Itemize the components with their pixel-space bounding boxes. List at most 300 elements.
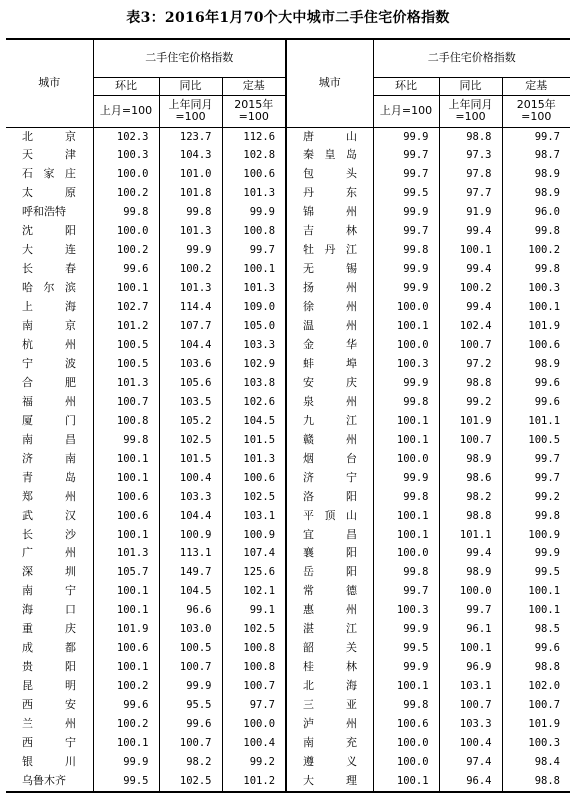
yoy-value: 99.4 <box>439 298 502 317</box>
fixed-value: 100.9 <box>502 526 570 545</box>
mom-value: 100.1 <box>373 507 439 526</box>
table-row <box>6 488 570 507</box>
yoy-value: 104.3 <box>159 146 222 165</box>
fixed-value: 98.9 <box>502 184 570 203</box>
yoy-value: 100.0 <box>439 582 502 601</box>
mom-value: 100.1 <box>93 601 159 620</box>
city-cell <box>6 412 93 431</box>
city-cell <box>286 658 373 677</box>
city-cell <box>6 772 93 792</box>
mom-value: 100.6 <box>373 715 439 734</box>
yoy-value: 98.8 <box>439 507 502 526</box>
city-cell <box>6 374 93 393</box>
fixed-value: 99.8 <box>502 507 570 526</box>
city-name: 青岛 <box>22 470 76 484</box>
city-name: 呼和浩特 <box>22 205 66 219</box>
city-cell <box>286 544 373 563</box>
city-name: 烟台 <box>303 451 358 465</box>
yoy-value: 102.4 <box>439 317 502 336</box>
city-name: 昆明 <box>22 679 76 693</box>
fixed-value: 99.2 <box>502 488 570 507</box>
yoy-value: 100.4 <box>159 469 222 488</box>
fixed-value: 99.7 <box>222 241 286 260</box>
table-row <box>6 734 570 753</box>
fixed-value: 100.4 <box>222 734 286 753</box>
yoy-value: 103.5 <box>159 393 222 412</box>
yoy-value: 99.4 <box>439 260 502 279</box>
city-cell <box>286 298 373 317</box>
city-cell <box>6 544 93 563</box>
table-row <box>6 677 570 696</box>
fixed-value: 100.6 <box>502 336 570 355</box>
city-header-left: 城市 <box>6 39 93 127</box>
fixed-value: 102.8 <box>222 146 286 165</box>
fixed-value: 102.6 <box>222 393 286 412</box>
yoy-value: 98.9 <box>439 563 502 582</box>
fixed-value: 101.9 <box>502 715 570 734</box>
city-cell <box>6 127 93 146</box>
city-cell <box>286 488 373 507</box>
yoy-value: 113.1 <box>159 544 222 563</box>
mom-value: 100.3 <box>373 601 439 620</box>
table-row <box>6 260 570 279</box>
city-name: 沈阳 <box>22 224 76 238</box>
city-name: 太原 <box>22 186 76 200</box>
city-name: 吉林 <box>303 224 358 238</box>
yoy-value: 102.5 <box>159 772 222 792</box>
fixed-value: 97.7 <box>222 696 286 715</box>
city-cell <box>286 469 373 488</box>
fixed-value: 103.8 <box>222 374 286 393</box>
yoy-value: 114.4 <box>159 298 222 317</box>
city-name: 湛江 <box>303 622 358 636</box>
yoy-value: 101.9 <box>439 412 502 431</box>
city-name: 合肥 <box>22 375 76 389</box>
city-name: 海口 <box>22 603 76 617</box>
city-name: 九江 <box>303 413 358 427</box>
fixed-value: 102.5 <box>222 488 286 507</box>
fixed-value: 99.7 <box>502 450 570 469</box>
fixed-value: 98.7 <box>502 146 570 165</box>
table-row <box>6 165 570 184</box>
city-name: 银川 <box>22 754 76 768</box>
city-cell <box>6 488 93 507</box>
yoy-value: 100.2 <box>159 260 222 279</box>
city-name: 秦皇岛 <box>303 148 358 162</box>
city-cell <box>6 279 93 298</box>
fixed-value: 98.8 <box>502 772 570 792</box>
fixed-value: 100.0 <box>222 715 286 734</box>
fixed-value: 98.9 <box>502 355 570 374</box>
city-name: 无锡 <box>303 262 358 276</box>
yoy-value: 99.4 <box>439 222 502 241</box>
mom-value: 105.7 <box>93 563 159 582</box>
city-cell <box>6 450 93 469</box>
city-cell <box>6 260 93 279</box>
city-name: 扬州 <box>303 281 358 295</box>
city-cell <box>286 279 373 298</box>
table-row <box>6 696 570 715</box>
city-cell <box>286 507 373 526</box>
fixed-value: 101.2 <box>222 772 286 792</box>
mom-value: 100.0 <box>373 544 439 563</box>
yoy-value: 100.7 <box>159 658 222 677</box>
mom-value: 100.1 <box>93 279 159 298</box>
mom-value: 99.9 <box>373 658 439 677</box>
city-name: 厦门 <box>22 413 76 427</box>
table-row <box>6 298 570 317</box>
table-row <box>6 563 570 582</box>
yoy-value: 97.3 <box>439 146 502 165</box>
mom-value: 100.1 <box>93 734 159 753</box>
mom-value: 99.8 <box>373 241 439 260</box>
city-cell <box>6 734 93 753</box>
city-name: 襄阳 <box>303 546 358 560</box>
table-row <box>6 412 570 431</box>
city-cell <box>286 526 373 545</box>
mom-value: 100.1 <box>93 658 159 677</box>
fixed-value: 101.5 <box>222 431 286 450</box>
mom-value: 100.3 <box>93 146 159 165</box>
city-cell <box>6 658 93 677</box>
city-name: 惠州 <box>303 603 358 617</box>
table-row <box>6 336 570 355</box>
city-name: 南京 <box>22 319 76 333</box>
table-row <box>6 469 570 488</box>
city-name: 济南 <box>22 451 76 465</box>
fixed-base-left: 2015年=100 <box>222 95 286 127</box>
mom-value: 99.7 <box>373 165 439 184</box>
city-name: 石家庄 <box>22 167 76 181</box>
yoy-value: 99.9 <box>159 241 222 260</box>
fixed-value: 102.0 <box>502 677 570 696</box>
yoy-value: 99.2 <box>439 393 502 412</box>
mom-value: 99.8 <box>373 563 439 582</box>
yoy-value: 101.1 <box>439 526 502 545</box>
city-cell <box>286 696 373 715</box>
fixed-value: 104.5 <box>222 412 286 431</box>
city-cell <box>286 222 373 241</box>
mom-value: 100.3 <box>373 355 439 374</box>
fixed-value: 99.1 <box>222 601 286 620</box>
mom-value: 99.8 <box>373 696 439 715</box>
city-name: 徐州 <box>303 300 358 314</box>
city-cell <box>6 317 93 336</box>
yoy-value: 105.2 <box>159 412 222 431</box>
yoy-value: 100.7 <box>439 336 502 355</box>
table-row <box>6 507 570 526</box>
fixed-value: 100.8 <box>222 639 286 658</box>
mom-value: 99.9 <box>373 260 439 279</box>
city-cell <box>286 146 373 165</box>
mom-value: 100.5 <box>93 336 159 355</box>
city-name: 三亚 <box>303 698 358 712</box>
yoy-value: 100.7 <box>159 734 222 753</box>
yoy-value: 103.6 <box>159 355 222 374</box>
fixed-value: 100.6 <box>222 469 286 488</box>
mom-value: 99.6 <box>93 260 159 279</box>
table-row <box>6 241 570 260</box>
city-cell <box>286 715 373 734</box>
mom-value: 99.6 <box>93 696 159 715</box>
city-cell <box>286 734 373 753</box>
fixed-value: 99.6 <box>502 374 570 393</box>
city-cell <box>286 260 373 279</box>
yoy-value: 103.0 <box>159 620 222 639</box>
yoy-value: 98.2 <box>439 488 502 507</box>
city-cell <box>6 507 93 526</box>
yoy-value: 102.5 <box>159 431 222 450</box>
yoy-value: 96.9 <box>439 658 502 677</box>
fixed-value: 102.1 <box>222 582 286 601</box>
city-cell <box>6 696 93 715</box>
fixed-value: 96.0 <box>502 203 570 222</box>
yoy-value: 100.1 <box>439 241 502 260</box>
table-row <box>6 715 570 734</box>
yoy-value: 103.3 <box>439 715 502 734</box>
city-cell <box>286 412 373 431</box>
fixed-value: 100.1 <box>222 260 286 279</box>
city-cell <box>6 526 93 545</box>
city-cell <box>6 222 93 241</box>
yoy-value: 101.0 <box>159 165 222 184</box>
city-name: 唐山 <box>303 129 358 143</box>
yoy-value: 100.7 <box>439 431 502 450</box>
fixed-value: 98.8 <box>502 658 570 677</box>
city-cell <box>286 582 373 601</box>
yoy-value: 107.7 <box>159 317 222 336</box>
city-cell <box>6 336 93 355</box>
table-row <box>6 393 570 412</box>
city-cell <box>286 601 373 620</box>
city-cell <box>286 563 373 582</box>
table-row <box>6 544 570 563</box>
yoy-value: 100.1 <box>439 639 502 658</box>
city-name: 乌鲁木齐 <box>22 773 66 787</box>
table-row <box>6 374 570 393</box>
city-name: 杭州 <box>22 337 76 351</box>
city-name: 北京 <box>22 129 76 143</box>
city-name: 大连 <box>22 243 76 257</box>
city-name: 济宁 <box>303 470 358 484</box>
city-name: 长沙 <box>22 527 76 541</box>
city-name: 南充 <box>303 736 358 749</box>
mom-base-right: 上月=100 <box>373 95 439 127</box>
city-name: 桂林 <box>303 660 358 674</box>
yoy-value: 96.6 <box>159 601 222 620</box>
mom-value: 100.1 <box>93 526 159 545</box>
city-cell <box>6 639 93 658</box>
fixed-value: 99.8 <box>502 260 570 279</box>
fixed-value: 99.2 <box>222 753 286 772</box>
city-cell <box>286 336 373 355</box>
mom-value: 100.7 <box>93 393 159 412</box>
mom-value: 100.1 <box>373 526 439 545</box>
fixed-value: 99.7 <box>502 127 570 146</box>
table-header <box>6 39 570 127</box>
city-cell <box>6 241 93 260</box>
city-name: 洛阳 <box>303 489 358 503</box>
fixed-value: 99.7 <box>502 469 570 488</box>
yoy-value: 101.5 <box>159 450 222 469</box>
fixed-value: 100.3 <box>502 279 570 298</box>
mom-value: 100.2 <box>93 715 159 734</box>
table-row <box>6 658 570 677</box>
table-row <box>6 431 570 450</box>
city-name: 宜昌 <box>303 527 358 541</box>
city-cell <box>286 753 373 772</box>
table-row <box>6 601 570 620</box>
mom-value: 102.3 <box>93 127 159 146</box>
mom-value: 100.6 <box>93 639 159 658</box>
city-cell <box>286 127 373 146</box>
city-cell <box>286 450 373 469</box>
city-name: 温州 <box>303 319 358 333</box>
city-name: 遵义 <box>303 754 358 768</box>
table-row <box>6 127 570 146</box>
city-name: 大理 <box>303 773 358 787</box>
mom-base-left: 上月=100 <box>93 95 159 127</box>
city-cell <box>286 184 373 203</box>
yoy-value: 104.4 <box>159 507 222 526</box>
city-cell <box>286 620 373 639</box>
mom-value: 100.1 <box>93 582 159 601</box>
fixed-value: 100.7 <box>502 696 570 715</box>
fixed-value: 100.8 <box>222 222 286 241</box>
city-cell <box>6 355 93 374</box>
table-row <box>6 184 570 203</box>
yoy-value: 104.4 <box>159 336 222 355</box>
city-cell <box>286 203 373 222</box>
yoy-value: 104.5 <box>159 582 222 601</box>
city-name: 西安 <box>22 698 76 712</box>
mom-value: 100.1 <box>373 772 439 792</box>
fixed-value: 100.5 <box>502 431 570 450</box>
mom-value: 99.9 <box>373 203 439 222</box>
mom-value: 100.0 <box>373 298 439 317</box>
fixed-value: 101.3 <box>222 450 286 469</box>
yoy-value: 97.8 <box>439 165 502 184</box>
fixed-base-right: 2015年=100 <box>502 95 570 127</box>
mom-value: 100.2 <box>93 184 159 203</box>
fixed-value: 100.1 <box>502 601 570 620</box>
yoy-value: 99.8 <box>159 203 222 222</box>
city-name: 长春 <box>22 262 76 276</box>
city-name: 天津 <box>22 148 76 162</box>
city-name: 赣州 <box>303 432 358 446</box>
yoy-value: 101.8 <box>159 184 222 203</box>
mom-value: 100.2 <box>93 677 159 696</box>
fixed-value: 100.9 <box>222 526 286 545</box>
city-cell <box>6 184 93 203</box>
fixed-value: 112.6 <box>222 127 286 146</box>
fixed-value: 100.1 <box>502 298 570 317</box>
mom-value: 100.0 <box>93 222 159 241</box>
table-row <box>6 450 570 469</box>
city-cell <box>6 298 93 317</box>
mom-value: 100.6 <box>93 507 159 526</box>
mom-value: 99.9 <box>373 127 439 146</box>
fixed-value: 101.3 <box>222 279 286 298</box>
city-cell <box>6 601 93 620</box>
mom-value: 100.0 <box>373 450 439 469</box>
mom-value: 101.9 <box>93 620 159 639</box>
fixed-value: 101.9 <box>502 317 570 336</box>
mom-value: 99.7 <box>373 222 439 241</box>
fixed-value: 102.9 <box>222 355 286 374</box>
mom-header-right: 环比 <box>373 77 439 95</box>
mom-value: 100.0 <box>373 336 439 355</box>
city-cell <box>286 772 373 792</box>
group-header-right: 二手住宅价格指数 <box>373 39 570 77</box>
table-row <box>6 639 570 658</box>
yoy-value: 100.7 <box>439 696 502 715</box>
fixed-value: 98.4 <box>502 753 570 772</box>
page-title: 表3：2016年1月70个大中城市二手住宅价格指数 <box>126 10 450 26</box>
table-row <box>6 146 570 165</box>
city-name: 哈尔滨 <box>22 281 76 295</box>
table-row <box>6 355 570 374</box>
city-name: 武汉 <box>22 508 76 522</box>
city-name: 成都 <box>22 641 76 655</box>
city-cell <box>286 165 373 184</box>
city-name: 牡丹江 <box>303 243 358 257</box>
mom-value: 100.1 <box>93 469 159 488</box>
city-cell <box>286 639 373 658</box>
city-cell <box>6 582 93 601</box>
table-row <box>6 582 570 601</box>
mom-value: 99.7 <box>373 146 439 165</box>
yoy-value: 99.9 <box>159 677 222 696</box>
city-name: 平顶山 <box>303 508 358 522</box>
fixed-value: 105.0 <box>222 317 286 336</box>
city-name: 泉州 <box>303 394 358 408</box>
yoy-base-left: 上年同月=100 <box>159 95 222 127</box>
fixed-value: 99.5 <box>502 563 570 582</box>
mom-value: 100.0 <box>93 165 159 184</box>
group-header-left: 二手住宅价格指数 <box>93 39 286 77</box>
table-row <box>6 203 570 222</box>
yoy-value: 99.7 <box>439 601 502 620</box>
yoy-header-right: 同比 <box>439 77 502 95</box>
mom-value: 99.8 <box>93 203 159 222</box>
table-row <box>6 279 570 298</box>
city-name: 贵阳 <box>22 660 76 674</box>
fixed-value: 99.6 <box>502 639 570 658</box>
city-cell <box>6 677 93 696</box>
mom-value: 100.2 <box>93 241 159 260</box>
city-cell <box>286 431 373 450</box>
mom-value: 99.5 <box>93 772 159 792</box>
mom-value: 100.0 <box>373 734 439 753</box>
mom-value: 99.9 <box>373 279 439 298</box>
city-name: 北海 <box>303 679 358 693</box>
city-cell <box>6 620 93 639</box>
mom-value: 100.0 <box>373 753 439 772</box>
yoy-value: 100.4 <box>439 734 502 753</box>
mom-value: 99.9 <box>373 620 439 639</box>
yoy-value: 95.5 <box>159 696 222 715</box>
mom-value: 100.8 <box>93 412 159 431</box>
city-name: 宁波 <box>22 356 76 370</box>
city-name: 深圳 <box>22 565 76 579</box>
city-name: 西宁 <box>22 736 76 749</box>
table-row <box>6 620 570 639</box>
yoy-value: 100.5 <box>159 639 222 658</box>
fixed-value: 99.9 <box>502 544 570 563</box>
city-cell <box>6 165 93 184</box>
city-cell <box>286 317 373 336</box>
